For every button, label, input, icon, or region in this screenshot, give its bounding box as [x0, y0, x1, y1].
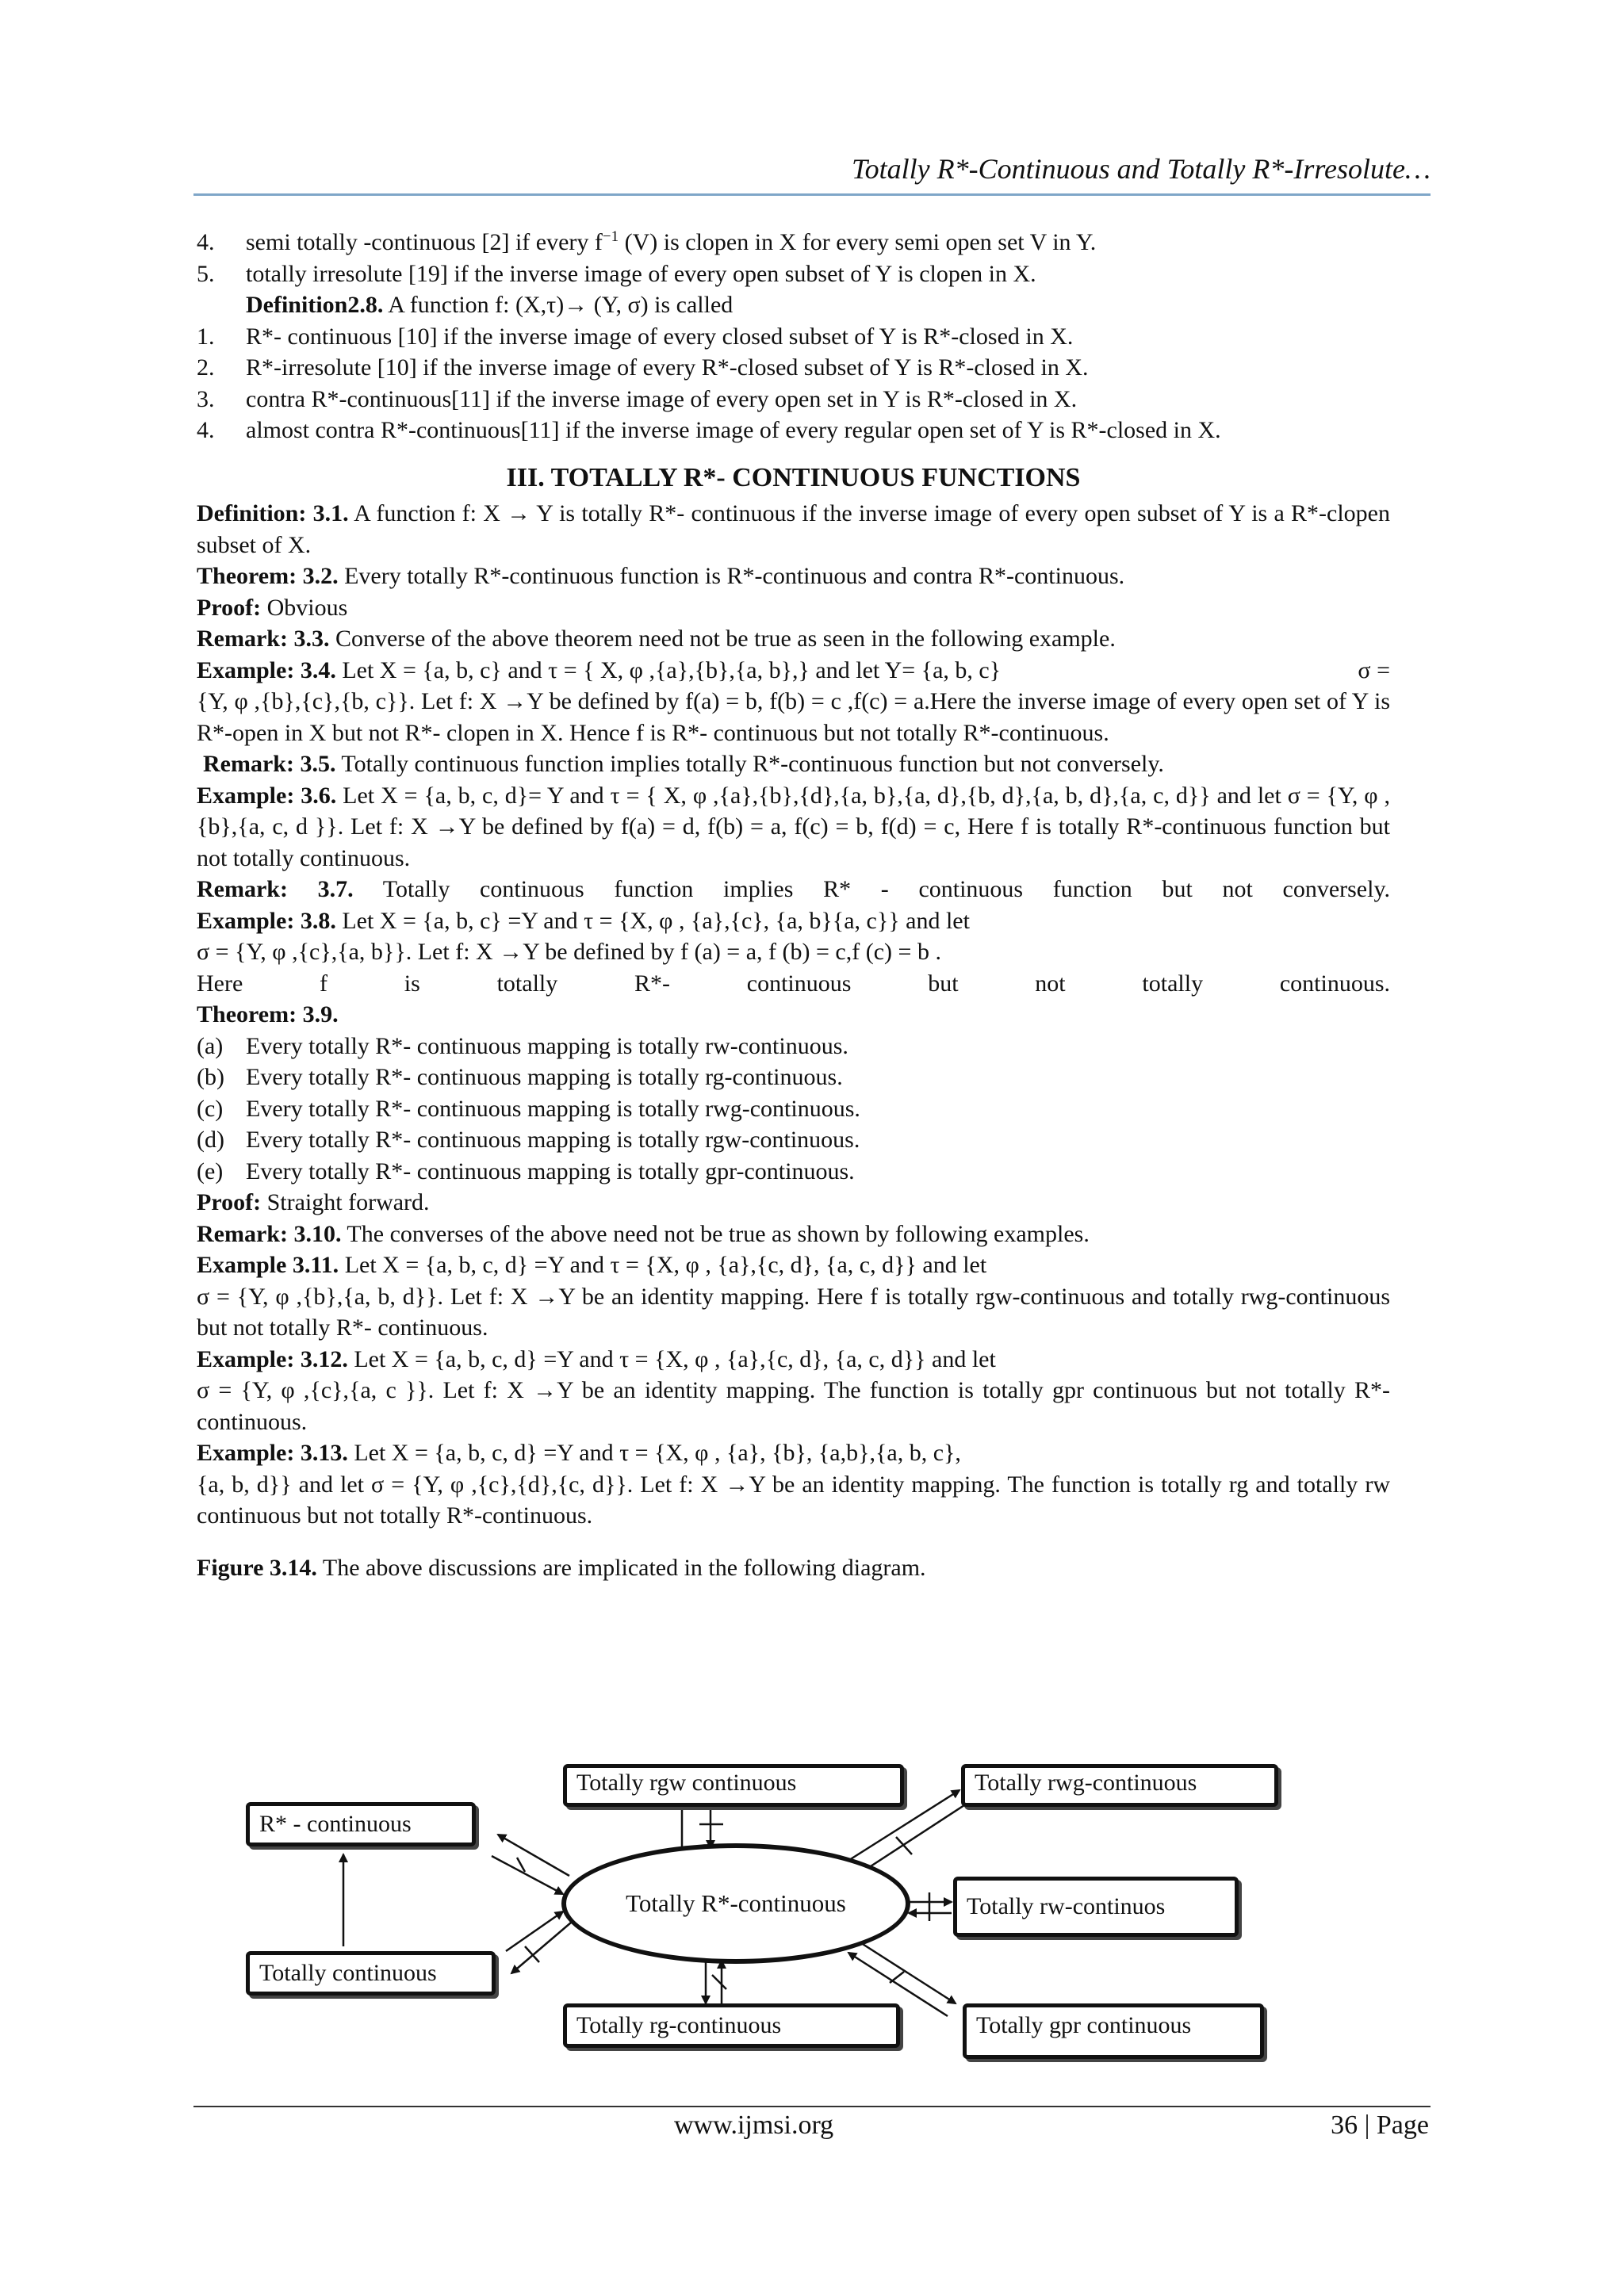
example-3-13: Example: 3.13. Let X = {a, b, c, d} =Y and τ = {X, φ , {a}, {b}, {a,b},{a, b, c},: [197, 1440, 961, 1466]
remark-3-3: Remark: 3.3. Converse of the above theorem need not be true as seen in the following example.: [197, 626, 1116, 652]
footer-site: www.ijmsi.org: [674, 2110, 834, 2140]
definition-text: A function f: (X,τ)→ (Y, σ) is called: [383, 292, 733, 318]
item-number: 5.: [197, 260, 215, 287]
theorem-3-2: Theorem: 3.2. Every totally R*-continuous function is R*-continuous and contra R*-continuous.: [197, 563, 1125, 589]
list-item: (c) Every totally R*- continuous mapping is totally rwg-continuous.: [197, 1095, 860, 1122]
remark-3-10: Remark: 3.10. The converses of the above need not be true as shown by following examples.: [197, 1220, 1090, 1247]
item-text: semi totally -continuous [2] if every $f^{-1}$ (V) is clopen in X for every semi open set V in Y.: [246, 228, 1097, 255]
node-totally-continuous: Totally continuous: [246, 1951, 496, 1996]
item-number: 4.: [197, 417, 215, 443]
running-header: Totally R*-Continuous and Totally R*-Irresolute…: [851, 153, 1431, 185]
list-item: [197, 227, 1390, 258]
item-text: totally irresolute [19] if the inverse image of every open subset of Y is clopen in X.: [246, 260, 1036, 287]
node-totally-rgw-continuous: Totally rgw continuous: [563, 1764, 904, 1807]
example-3-11: Example 3.11. Let X = {a, b, c, d} =Y and τ = {X, φ , {a},{c, d}, {a, c, d}} and let: [197, 1252, 987, 1278]
item-text: R*- continuous [10] if the inverse image of every closed subset of Y is R*-closed in X.: [246, 323, 1074, 350]
footer-page-number: 36 | Page: [1331, 2110, 1429, 2140]
remark-3-7: Remark: 3.7. Totally continuous function implies R* - continuous function but not conversely.: [197, 876, 1390, 902]
definition-3-1: Definition: 3.1. A function f: X → Y is totally R*- continuous if the inverse image of every open subset of Y is a R*-clopen subset of X.: [197, 500, 1390, 558]
item-text: almost contra R*-continuous[11] if the inverse image of every regular open set of Y is R*-closed in X.: [246, 417, 1221, 443]
node-totally-gpr-continuous: Totally gpr continuous: [963, 2003, 1264, 2059]
arrow-continuous-to-center: [506, 1911, 563, 1951]
arrow-to-gpr: [856, 1940, 956, 2003]
list-item: [197, 258, 1390, 290]
header-rule: [193, 193, 1431, 196]
node-totally-rw-continuos: Totally rw-continuos: [953, 1877, 1239, 1937]
list-item: [197, 321, 1390, 353]
node-totally-rg-continuous: Totally rg-continuous: [563, 2003, 900, 2048]
example-3-4: Example: 3.4. Let X = {a, b, c} and τ = { X, φ ,{a},{b},{a, b},} and let Y= {a, b, c} σ =: [197, 655, 1390, 687]
node-totally-r-star-continuous: Totally R*-continuous: [561, 1843, 910, 1964]
item-text: R*-irresolute [10] if the inverse image of every R*-closed subset of Y is R*-closed in X.: [246, 354, 1089, 381]
list-item: [197, 415, 1390, 446]
node-r-star-continuous: R* - continuous: [246, 1802, 476, 1846]
theorem-3-9: Theorem: 3.9.: [197, 1001, 339, 1027]
section-title: III. TOTALLY R*- CONTINUOUS FUNCTIONS: [506, 462, 1081, 492]
example-3-13-body: {a, b, d}} and let σ = {Y, φ ,{c},{d},{c, d}}. Let f: X →Y be an identity mapping. The function is totally rg and totally rw continuous but not totally R*-continuous.: [197, 1471, 1390, 1529]
item-number: 1.: [197, 323, 215, 350]
example-3-6: Example: 3.6. Let X = {a, b, c, d}= Y and τ = { X, φ ,{a},{b},{d},{a, b},{a, d},{b, d},{a, b, d},{a, c, d}} and let σ = {Y, φ ,{b},{a, c, d }}. Let f: X →Y be defined by f(a) = d, f(b) = a, f(c) = b, f(d) = c, Here f is totally R*-continuous function but not totally continuous.: [197, 782, 1390, 871]
example-3-4-body: {Y, φ ,{b},{c},{b, c}}. Let f: X →Y be defined by f(a) = b, f(b) = c ,f(c) = a.Here the inverse image of every open set of Y is R*-open in X but not R*- clopen in X. Hence f is R*- continuous but not totally R*-continuous.: [197, 688, 1390, 746]
list-item: (e) Every totally R*- continuous mapping is totally gpr-continuous.: [197, 1158, 855, 1184]
list-item: (d) Every totally R*- continuous mapping is totally rgw-continuous.: [197, 1127, 860, 1153]
example-3-8-body: σ = {Y, φ ,{c},{a, b}}. Let f: X →Y be defined by f (a) = a, f (b) = c,f (c) = b .: [197, 939, 941, 965]
remark-3-5: Remark: 3.5. Totally continuous function implies totally R*-continuous function but not conversely.: [203, 751, 1164, 777]
list-item: [197, 384, 1390, 415]
arrow-to-r-star-continuous: [498, 1835, 569, 1876]
item-number: 2.: [197, 354, 215, 381]
page-content: [197, 227, 1390, 1583]
figure-3-14-caption: Figure 3.14. The above discussions are implicated in the following diagram.: [197, 1554, 926, 1581]
proof-3-2: Proof: Obvious: [197, 594, 348, 621]
proof-3-9: Proof: Straight forward.: [197, 1189, 430, 1215]
example-3-12: Example: 3.12. Let X = {a, b, c, d} =Y and τ = {X, φ , {a},{c, d}, {a, c, d}} and let: [197, 1345, 996, 1372]
implication-diagram: [238, 1764, 1293, 2069]
item-number: 3.: [197, 385, 215, 412]
list-item: (b) Every totally R*- continuous mapping is totally rg-continuous.: [197, 1064, 843, 1090]
list-item: [197, 352, 1390, 384]
node-totally-rwg-continuous: Totally rwg-continuous: [961, 1764, 1278, 1807]
item-number: 4.: [197, 229, 215, 255]
example-3-11-body: σ = {Y, φ ,{b},{a, b, d}}. Let f: X →Y be an identity mapping. Here f is totally rgw-continuous and totally rwg-continuous but not totally R*- continuous.: [197, 1283, 1390, 1341]
footer-rule: [193, 2106, 1431, 2107]
example-3-8: Example: 3.8. Let X = {a, b, c} =Y and τ = {X, φ , {a},{c}, {a, b}{a, c}} and let: [197, 907, 970, 934]
example-3-8-conclusion: Here f is totally R*- continuous but not totally continuous.: [197, 970, 1390, 997]
superscript: −1: [602, 228, 619, 245]
sigma-label: σ =: [1358, 656, 1390, 683]
definition-label: Definition2.8.: [246, 292, 384, 318]
example-3-12-body: σ = {Y, φ ,{c},{a, c }}. Let f: X →Y be an identity mapping. The function is totally gpr continuous but not totally R*-continuous.: [197, 1377, 1390, 1435]
list-item: (a) Every totally R*- continuous mapping is totally rw-continuous.: [197, 1032, 848, 1059]
definition-2-8: [197, 289, 1390, 321]
item-text: contra R*-continuous[11] if the inverse image of every open set in Y is R*-closed in X.: [246, 385, 1078, 412]
